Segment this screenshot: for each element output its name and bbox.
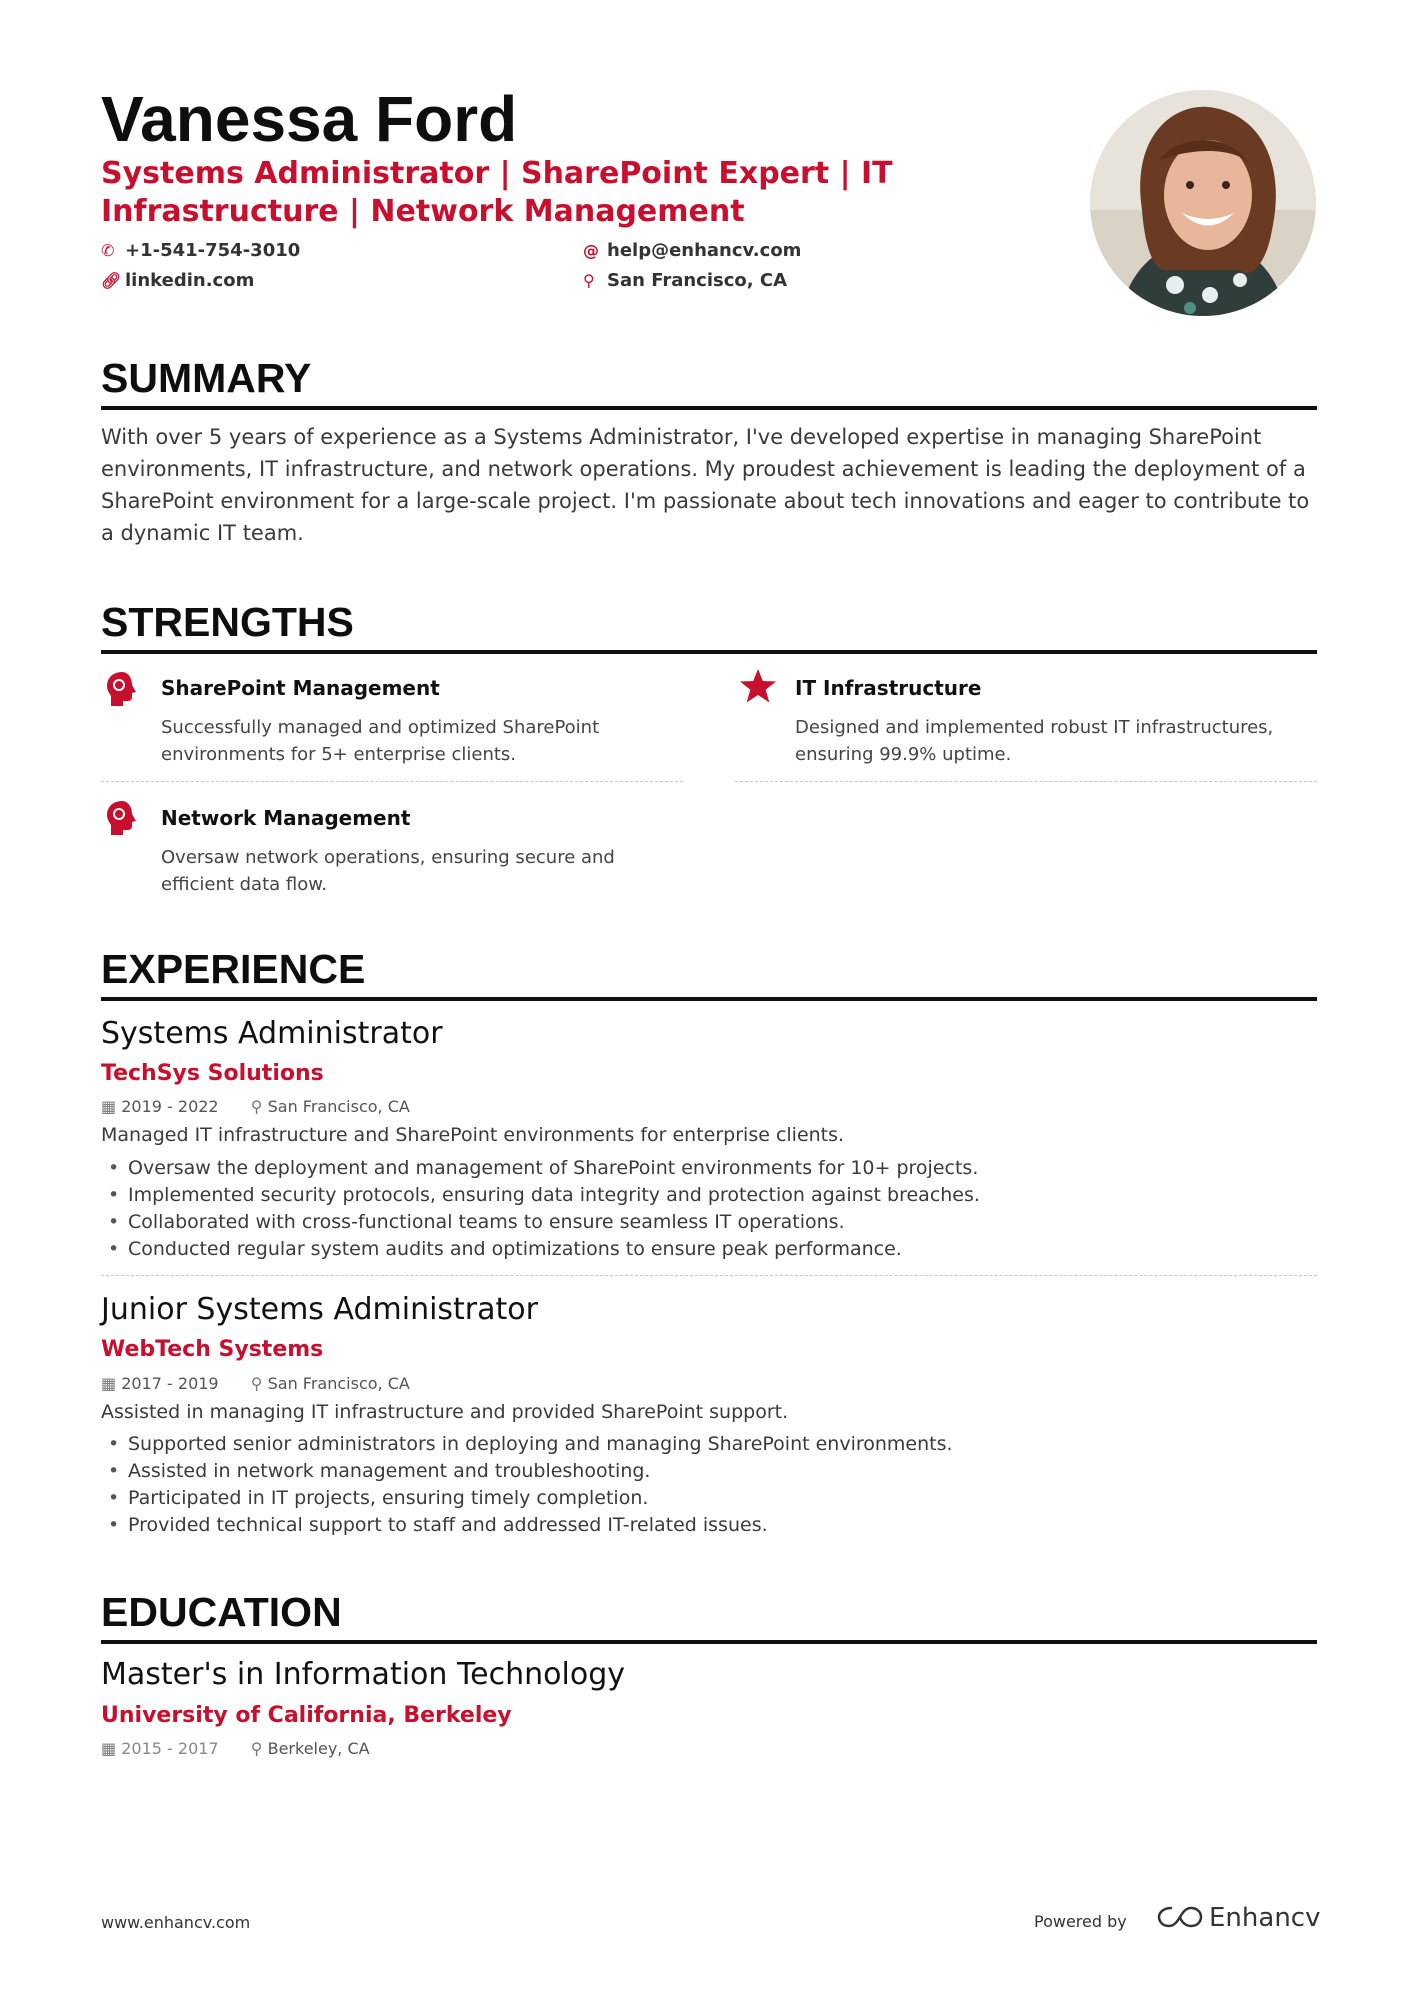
company-name: TechSys Solutions [101, 1061, 324, 1086]
job-bullets [101, 1155, 980, 1263]
school-name: University of California, Berkeley [101, 1703, 512, 1728]
strengths-heading: STRENGTHS [101, 599, 354, 645]
contact-phone: ✆ +1-541-754-3010 [101, 240, 301, 261]
headline: Systems Administrator | SharePoint Expert | IT Infrastructure | Network Management [101, 156, 893, 229]
divider [101, 781, 683, 782]
strength-title: Network Management [161, 806, 411, 830]
location-pin-icon: ⚲ [250, 1374, 263, 1393]
strength-desc: Successfully managed and optimized SharePoint environments for 5+ enterprise clients. [161, 717, 600, 765]
link-icon: 🔗︎ [101, 271, 122, 290]
head-icon [105, 670, 139, 712]
strength-title: IT Infrastructure [795, 676, 982, 700]
list-item: • Oversaw the deployment and management of SharePoint environments for 10+ projects. [101, 1155, 980, 1182]
summary-rule [101, 406, 1317, 410]
list-item: • Assisted in network management and troubleshooting. [101, 1458, 953, 1485]
footer-url[interactable]: www.enhancv.com [101, 1913, 251, 1932]
education-rule [101, 1640, 1317, 1644]
job-meta: ▦ 2019 - 2022 ⚲ San Francisco, CA [101, 1097, 410, 1116]
brand-name: Enhancv [1209, 1903, 1321, 1933]
calendar-icon: ▦ [101, 1097, 117, 1116]
job-meta: ▦ 2017 - 2019 ⚲ San Francisco, CA [101, 1374, 410, 1393]
contact-email[interactable]: @ help@enhancv.com [583, 240, 802, 261]
calendar-icon: ▦ [101, 1374, 117, 1393]
degree-title: Master's in Information Technology [101, 1657, 625, 1692]
job-title: Systems Administrator [101, 1016, 443, 1051]
calendar-icon: ▦ [101, 1739, 117, 1758]
strength-desc: Designed and implemented robust IT infrastructures, ensuring 99.9% uptime. [795, 717, 1274, 765]
at-icon: @ [583, 241, 599, 260]
list-item: • Conducted regular system audits and optimizations to ensure peak performance. [101, 1236, 980, 1263]
strengths-rule [101, 650, 1317, 654]
education-heading: EDUCATION [101, 1589, 342, 1635]
summary-text: With over 5 years of experience as a Systems Administrator, I've developed expertise in managing SharePoint environments, IT infrastructure, and network operations. My proudest achievement is leading the deployment of a SharePoint environment for a large-scale project. I'm passionate about tech innovations and eager to contribute to a dynamic IT team. [101, 425, 1310, 545]
contact-location: ⚲ San Francisco, CA [583, 270, 788, 291]
strength-desc: Oversaw network operations, ensuring secure and efficient data flow. [161, 847, 615, 895]
experience-rule [101, 997, 1317, 1001]
experience-heading: EXPERIENCE [101, 946, 366, 992]
powered-by-label: Powered by [1034, 1912, 1127, 1931]
candidate-name: Vanessa Ford [101, 83, 518, 155]
location-pin-icon: ⚲ [250, 1739, 263, 1758]
job-title: Junior Systems Administrator [101, 1292, 538, 1327]
list-item: • Supported senior administrators in deploying and managing SharePoint environments. [101, 1431, 953, 1458]
list-item: • Participated in IT projects, ensuring timely completion. [101, 1485, 953, 1512]
job-bullets [101, 1431, 953, 1539]
job-description: Managed IT infrastructure and SharePoint environments for enterprise clients. [101, 1124, 845, 1146]
contact-linkedin[interactable]: 🔗︎ linkedin.com [101, 270, 255, 291]
list-item: • Implemented security protocols, ensuring data integrity and protection against breaches. [101, 1182, 980, 1209]
company-name: WebTech Systems [101, 1337, 324, 1362]
divider [735, 781, 1317, 782]
head-icon [105, 799, 139, 841]
education-meta: ▦ 2015 - 2017 ⚲ Berkeley, CA [101, 1739, 370, 1758]
location-pin-icon: ⚲ [583, 271, 595, 290]
divider [101, 1275, 1317, 1276]
enhancv-logo-icon [1157, 1904, 1203, 1934]
job-description: Assisted in managing IT infrastructure and provided SharePoint support. [101, 1401, 789, 1423]
list-item: • Provided technical support to staff and addressed IT-related issues. [101, 1512, 953, 1539]
summary-heading: SUMMARY [101, 355, 312, 401]
phone-icon: ✆ [101, 241, 115, 260]
profile-photo [1090, 90, 1316, 316]
location-pin-icon: ⚲ [250, 1097, 263, 1116]
list-item: • Collaborated with cross-functional teams to ensure seamless IT operations. [101, 1209, 980, 1236]
star-icon [739, 668, 777, 708]
strength-title: SharePoint Management [161, 676, 440, 700]
